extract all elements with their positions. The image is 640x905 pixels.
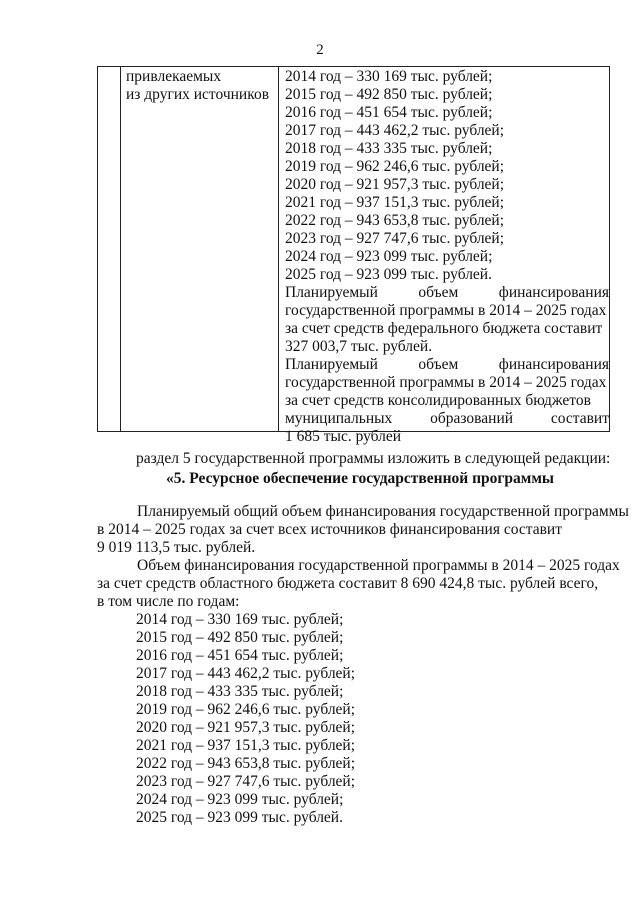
municipal-text: за счет средств консолидированных бюджетов <box>285 392 591 409</box>
paragraph-text: Планируемый общий объем финансирования государственной программы <box>137 503 629 520</box>
year-line: 2017 год – 443 462,2 тыс. рублей; <box>136 665 356 682</box>
table-year-line: 2022 год – 943 653,8 тыс. рублей; <box>285 212 505 229</box>
paragraph-line <box>97 557 620 575</box>
year-line: 2020 год – 921 957,3 тыс. рублей; <box>136 719 356 736</box>
federal-word: финансирования <box>498 284 609 301</box>
table-year-line: 2020 год – 921 957,3 тыс. рублей; <box>285 176 505 193</box>
municipal-word: составит <box>550 410 609 427</box>
paragraph-line <box>97 503 629 521</box>
year-line: 2019 год – 962 246,6 тыс. рублей; <box>136 701 356 718</box>
federal-line <box>285 302 609 320</box>
table-year-line: 2023 год – 927 747,6 тыс. рублей; <box>285 230 505 247</box>
municipal-word: образований <box>430 410 514 427</box>
table-cell-source <box>126 68 276 104</box>
table-year-line: 2015 год – 492 850 тыс. рублей; <box>285 86 493 103</box>
table-year-line: 2014 год – 330 169 тыс. рублей; <box>285 68 493 85</box>
paragraph-total-funding <box>97 503 629 557</box>
table-year-line: 2018 год – 433 335 тыс. рублей; <box>285 140 493 157</box>
table-year-line: 2025 год – 923 099 тыс. рублей. <box>285 266 492 283</box>
paragraph-text: в 2014 – 2025 годах за счет всех источников финансирования составит <box>97 521 562 538</box>
regional-year-list <box>136 611 355 827</box>
federal-line: 327 003,7 тыс. рублей. <box>285 338 433 355</box>
table-column-divider <box>120 67 121 431</box>
table-year-list <box>285 68 609 284</box>
table-cell-amounts <box>285 68 609 446</box>
table-year-line: 2019 год – 962 246,6 тыс. рублей; <box>285 158 505 175</box>
year-line: 2014 год – 330 169 тыс. рублей; <box>136 611 344 628</box>
year-line: 2021 год – 937 151,3 тыс. рублей; <box>136 737 356 754</box>
paragraph-regional-funding <box>97 557 620 611</box>
table-year-line: 2017 год – 443 462,2 тыс. рублей; <box>285 122 505 139</box>
federal-text: государственной программы в 2014 – 2025 годах <box>285 302 607 319</box>
federal-text: за счет средств федерального бюджета составит <box>285 320 603 337</box>
municipal-line <box>285 356 609 374</box>
municipal-line <box>285 392 609 410</box>
federal-word: объем <box>418 284 459 301</box>
year-line: 2016 год – 451 654 тыс. рублей; <box>136 647 344 664</box>
table-year-line: 2021 год – 937 151,3 тыс. рублей; <box>285 194 505 211</box>
year-line: 2022 год – 943 653,8 тыс. рублей; <box>136 755 356 772</box>
paragraph-line: 9 019 113,5 тыс. рублей. <box>97 539 256 556</box>
year-line: 2024 год – 923 099 тыс. рублей; <box>136 791 344 808</box>
source-label: из других источников <box>126 86 270 103</box>
municipal-word: объем <box>418 356 459 373</box>
table-year-line: 2024 год – 923 099 тыс. рублей; <box>285 248 493 265</box>
paragraph-line: в том числе по годам: <box>97 593 240 610</box>
federal-word: Планируемый <box>285 284 378 301</box>
federal-line <box>285 320 609 338</box>
funding-table <box>97 66 610 445</box>
section-title: «5. Ресурсное обеспечение государственной программы <box>166 470 554 487</box>
paragraph-text: Объем финансирования государственной программы в 2014 – 2025 годах <box>137 557 620 574</box>
municipal-word: финансирования <box>498 356 609 373</box>
paragraph-text: за счет средств областного бюджета составит 8 690 424,8 тыс. рублей всего, <box>97 575 599 592</box>
federal-line <box>285 284 609 302</box>
year-line: 2015 год – 492 850 тыс. рублей; <box>136 629 344 646</box>
page-number: 2 <box>316 42 324 58</box>
year-line: 2018 год – 433 335 тыс. рублей; <box>136 683 344 700</box>
section-instruction: раздел 5 государственной программы изложить в следующей редакции: <box>136 450 611 467</box>
paragraph-line <box>97 521 607 539</box>
paragraph-line <box>97 575 607 593</box>
municipal-line: 1 685 тыс. рублей <box>285 428 402 445</box>
municipal-line <box>285 374 609 392</box>
municipal-word: муниципальных <box>285 410 393 427</box>
year-line: 2023 год – 927 747,6 тыс. рублей; <box>136 773 356 790</box>
municipal-line <box>285 410 609 428</box>
table-year-line: 2016 год – 451 654 тыс. рублей; <box>285 104 493 121</box>
year-line: 2025 год – 923 099 тыс. рублей. <box>136 809 343 826</box>
table-column-divider <box>278 67 279 431</box>
municipal-word: Планируемый <box>285 356 378 373</box>
municipal-text: государственной программы в 2014 – 2025 годах <box>285 374 607 391</box>
source-label: привлекаемых <box>126 68 222 85</box>
